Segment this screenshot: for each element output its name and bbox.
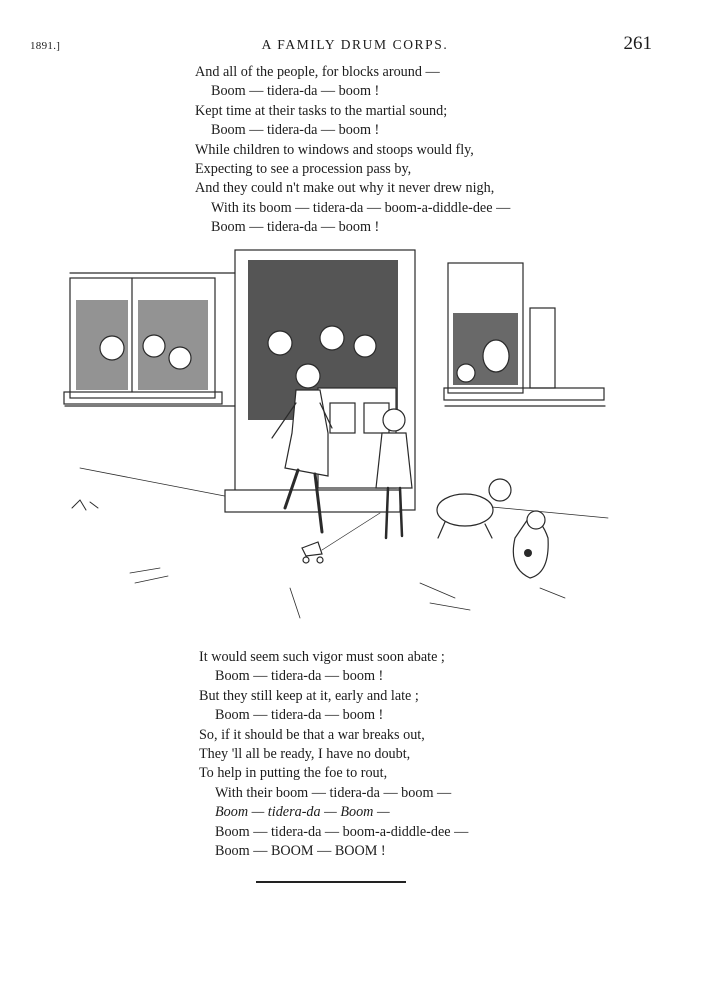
verse-line: Expecting to see a procession pass by, [195, 160, 412, 177]
running-head-title: A FAMILY DRUM CORPS. [261, 37, 449, 52]
right-window-sill [444, 388, 604, 400]
stanza-1 [195, 63, 510, 238]
verse-line: Boom — tidera-da — boom ! [215, 707, 384, 724]
verse-line: And they could n't make out why it never drew nigh, [195, 180, 495, 197]
toy-horse [302, 542, 322, 556]
child-face [143, 335, 165, 357]
artist-monogram [72, 500, 98, 510]
verse-line: They 'll all be ready, I have no doubt, [199, 745, 411, 762]
child-face [100, 336, 124, 360]
verse-line: Boom — tidera-da — boom ! [215, 668, 384, 685]
illustration-children-at-door [60, 238, 620, 638]
verse-line: With its boom — tidera-da — boom-a-diddle-dee — [211, 199, 511, 216]
verse-line: Boom — tidera-da — boom ! [211, 122, 380, 139]
dog-leg [485, 524, 492, 538]
fluffy-dog-body [437, 494, 493, 526]
spotted-dog-head [527, 511, 545, 529]
verse-line: Boom — tidera-da — boom ! [211, 219, 380, 236]
verse-line: Boom — tidera-da — boom-a-diddle-dee — [215, 823, 469, 840]
verse-line: With their boom — tidera-da — boom — [215, 784, 452, 801]
running-head [0, 33, 710, 58]
fluffy-dog-head [489, 479, 511, 501]
ground-hatching [130, 568, 565, 618]
toy-wheel [317, 557, 323, 563]
toy-string [322, 513, 380, 550]
verse-line-italic: Boom — tidera-da — Boom — [215, 804, 390, 821]
child-face [354, 335, 376, 357]
small-child-leg [400, 488, 402, 536]
toy-wheel [303, 557, 309, 563]
verse-line: Boom — BOOM — BOOM ! [215, 842, 386, 859]
dog-spot [524, 549, 532, 557]
verse-line: It would seem such vigor must soon abate ; [199, 649, 445, 665]
end-rule [256, 881, 406, 883]
door-step [225, 490, 400, 512]
verse-line: While children to windows and stoops would fly, [195, 141, 474, 158]
child-face [268, 331, 292, 355]
page-number: 261 [623, 33, 652, 54]
verse-line: Boom — tidera-da — boom ! [211, 83, 380, 100]
verse-line: But they still keep at it, early and late ; [199, 687, 419, 704]
stanza-2 [199, 648, 468, 861]
verse-line: To help in putting the foe to rout, [199, 765, 388, 782]
verse-line: And all of the people, for blocks around — [195, 64, 440, 80]
child-face [169, 347, 191, 369]
right-window-shutter [530, 308, 555, 388]
girl-head [296, 364, 320, 388]
small-child-dress [376, 433, 412, 488]
cat-in-window [483, 340, 509, 372]
dog-leg [438, 522, 445, 538]
pavement-line [80, 468, 235, 498]
verse-line: Kept time at their tasks to the martial sound; [195, 102, 448, 119]
child-face [320, 326, 344, 350]
verse-line: So, if it should be that a war breaks out, [199, 726, 425, 743]
running-head-year: 1891.] [30, 40, 61, 52]
small-child-head [383, 409, 405, 431]
child-face [457, 364, 475, 382]
